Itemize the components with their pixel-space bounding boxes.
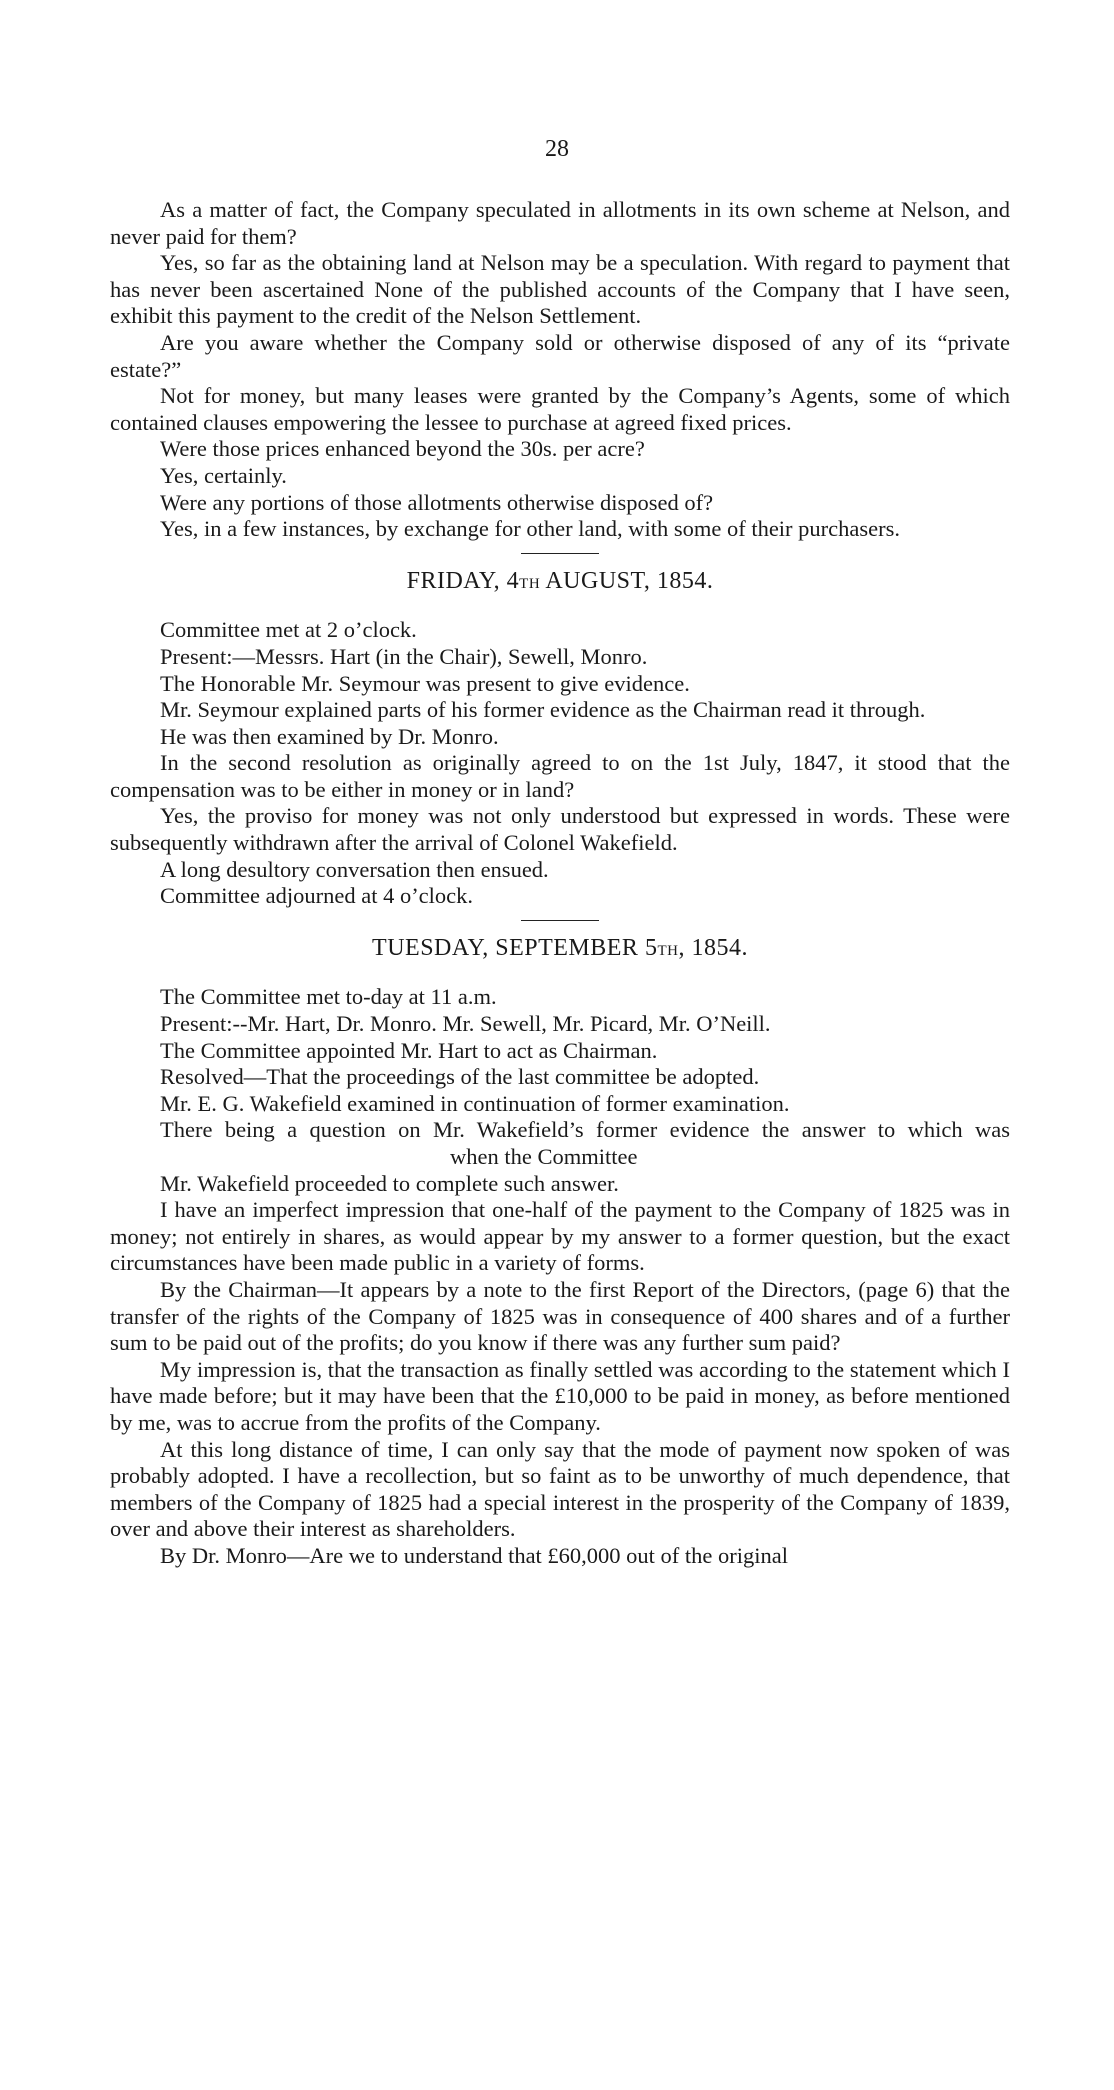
- paragraph: The Honorable Mr. Seymour was present to give evidence.: [160, 670, 690, 696]
- paragraph: The Committee appointed Mr. Hart to act as Chairman.: [160, 1037, 658, 1063]
- paragraph: He was then examined by Dr. Monro.: [160, 723, 499, 749]
- paragraph: At this long distance of time, I can only say that the mode of payment now spoken of was probably adopted. I have a recollection, but so faint as to be unworthy of much dependence, that members of the Company of 1825 had a special interest in the prosperity of the Company of 1839, over and above their interest as shareholders.: [110, 1436, 1010, 1542]
- paragraph: Mr. Wakefield proceeded to complete such answer.: [160, 1170, 619, 1196]
- paragraph: Not for money, but many leases were granted by the Company’s Agents, some of which contained clauses empowering the lessee to purchase at agreed fixed prices.: [110, 383, 1010, 435]
- paragraph: My impression is, that the transaction as finally settled was according to the statement which I have made before; but it may have been that the £10,000 to be paid in money, as before mentioned by me, was to accrue from the profits of the Company.: [110, 1356, 1010, 1435]
- paragraph: Resolved—That the proceedings of the last committee be adopted.: [160, 1064, 760, 1090]
- paragraph: By the Chairman—It appears by a note to the first Report of the Directors, (page 6) that the transfer of the rights of the Company of 1825 was in consequence of 400 shares and of a further sum to be paid out of the profits; do you know if there was any further sum paid?: [110, 1276, 1010, 1356]
- body-text: [110, 197, 1010, 1570]
- paragraph: I have an imperfect impression that one-half of the payment to the Company of 1825 was in money; not entirely in shares, as would appear by my answer to a former question, but the exact circumstances have been made public in a variety of forms.: [110, 1197, 1010, 1276]
- paragraph: As a matter of fact, the Company speculated in allotments in its own scheme at Nelson, and never paid for them?: [110, 197, 1010, 249]
- paragraph: Yes, so far as the obtaining land at Nelson may be a speculation. With regard to payment that has never been ascertained None of the published accounts of the Company that I have seen, exhibit this payment to the credit of the Nelson Settlement.: [110, 250, 1010, 329]
- paragraph: Mr. E. G. Wakefield examined in continuation of former examination.: [160, 1090, 790, 1116]
- paragraph: The Committee met to-day at 11 a.m.: [160, 984, 497, 1010]
- paragraph: Are you aware whether the Company sold or otherwise disposed of any of its “private estate?”: [110, 329, 1010, 382]
- section-heading-tuesday: TUESDAY, SEPTEMBER 5TH, 1854.: [372, 934, 748, 961]
- paragraph: There being a question on Mr. Wakefield’s former evidence the answer to which waswhen the Committee: [160, 1117, 1010, 1169]
- section-divider: [521, 920, 599, 921]
- paragraph: By Dr. Monro—Are we to understand that £60,000 out of the original: [160, 1542, 789, 1568]
- paragraph: Yes, certainly.: [160, 462, 287, 488]
- paragraph: Present:—Messrs. Hart (in the Chair), Sewell, Monro.: [160, 643, 648, 669]
- paragraph: In the second resolution as originally agreed to on the 1st July, 1847, it stood that the compensation was to be either in money or in land?: [110, 750, 1010, 802]
- page-number: 28: [545, 136, 569, 162]
- paragraph: Yes, the proviso for money was not only understood but expressed in words. These were subsequently withdrawn after the arrival of Colonel Wakefield.: [110, 803, 1010, 856]
- paragraph: Mr. Seymour explained parts of his former evidence as the Chairman read it through.: [160, 697, 926, 723]
- paragraph: Yes, in a few instances, by exchange for other land, with some of their purchasers.: [160, 516, 901, 542]
- paragraph: A long desultory conversation then ensued.: [160, 856, 549, 882]
- section-heading-friday: FRIDAY, 4TH AUGUST, 1854.: [406, 567, 714, 594]
- paragraph: Committee met at 2 o’clock.: [160, 617, 417, 643]
- paragraph: Present:--Mr. Hart, Dr. Monro. Mr. Sewell, Mr. Picard, Mr. O’Neill.: [160, 1011, 771, 1037]
- paragraph: Were any portions of those allotments otherwise disposed of?: [160, 489, 714, 515]
- section-divider: [521, 553, 599, 554]
- paragraph: Were those prices enhanced beyond the 30s. per acre?: [160, 436, 645, 462]
- paragraph: Committee adjourned at 4 o’clock.: [160, 883, 474, 909]
